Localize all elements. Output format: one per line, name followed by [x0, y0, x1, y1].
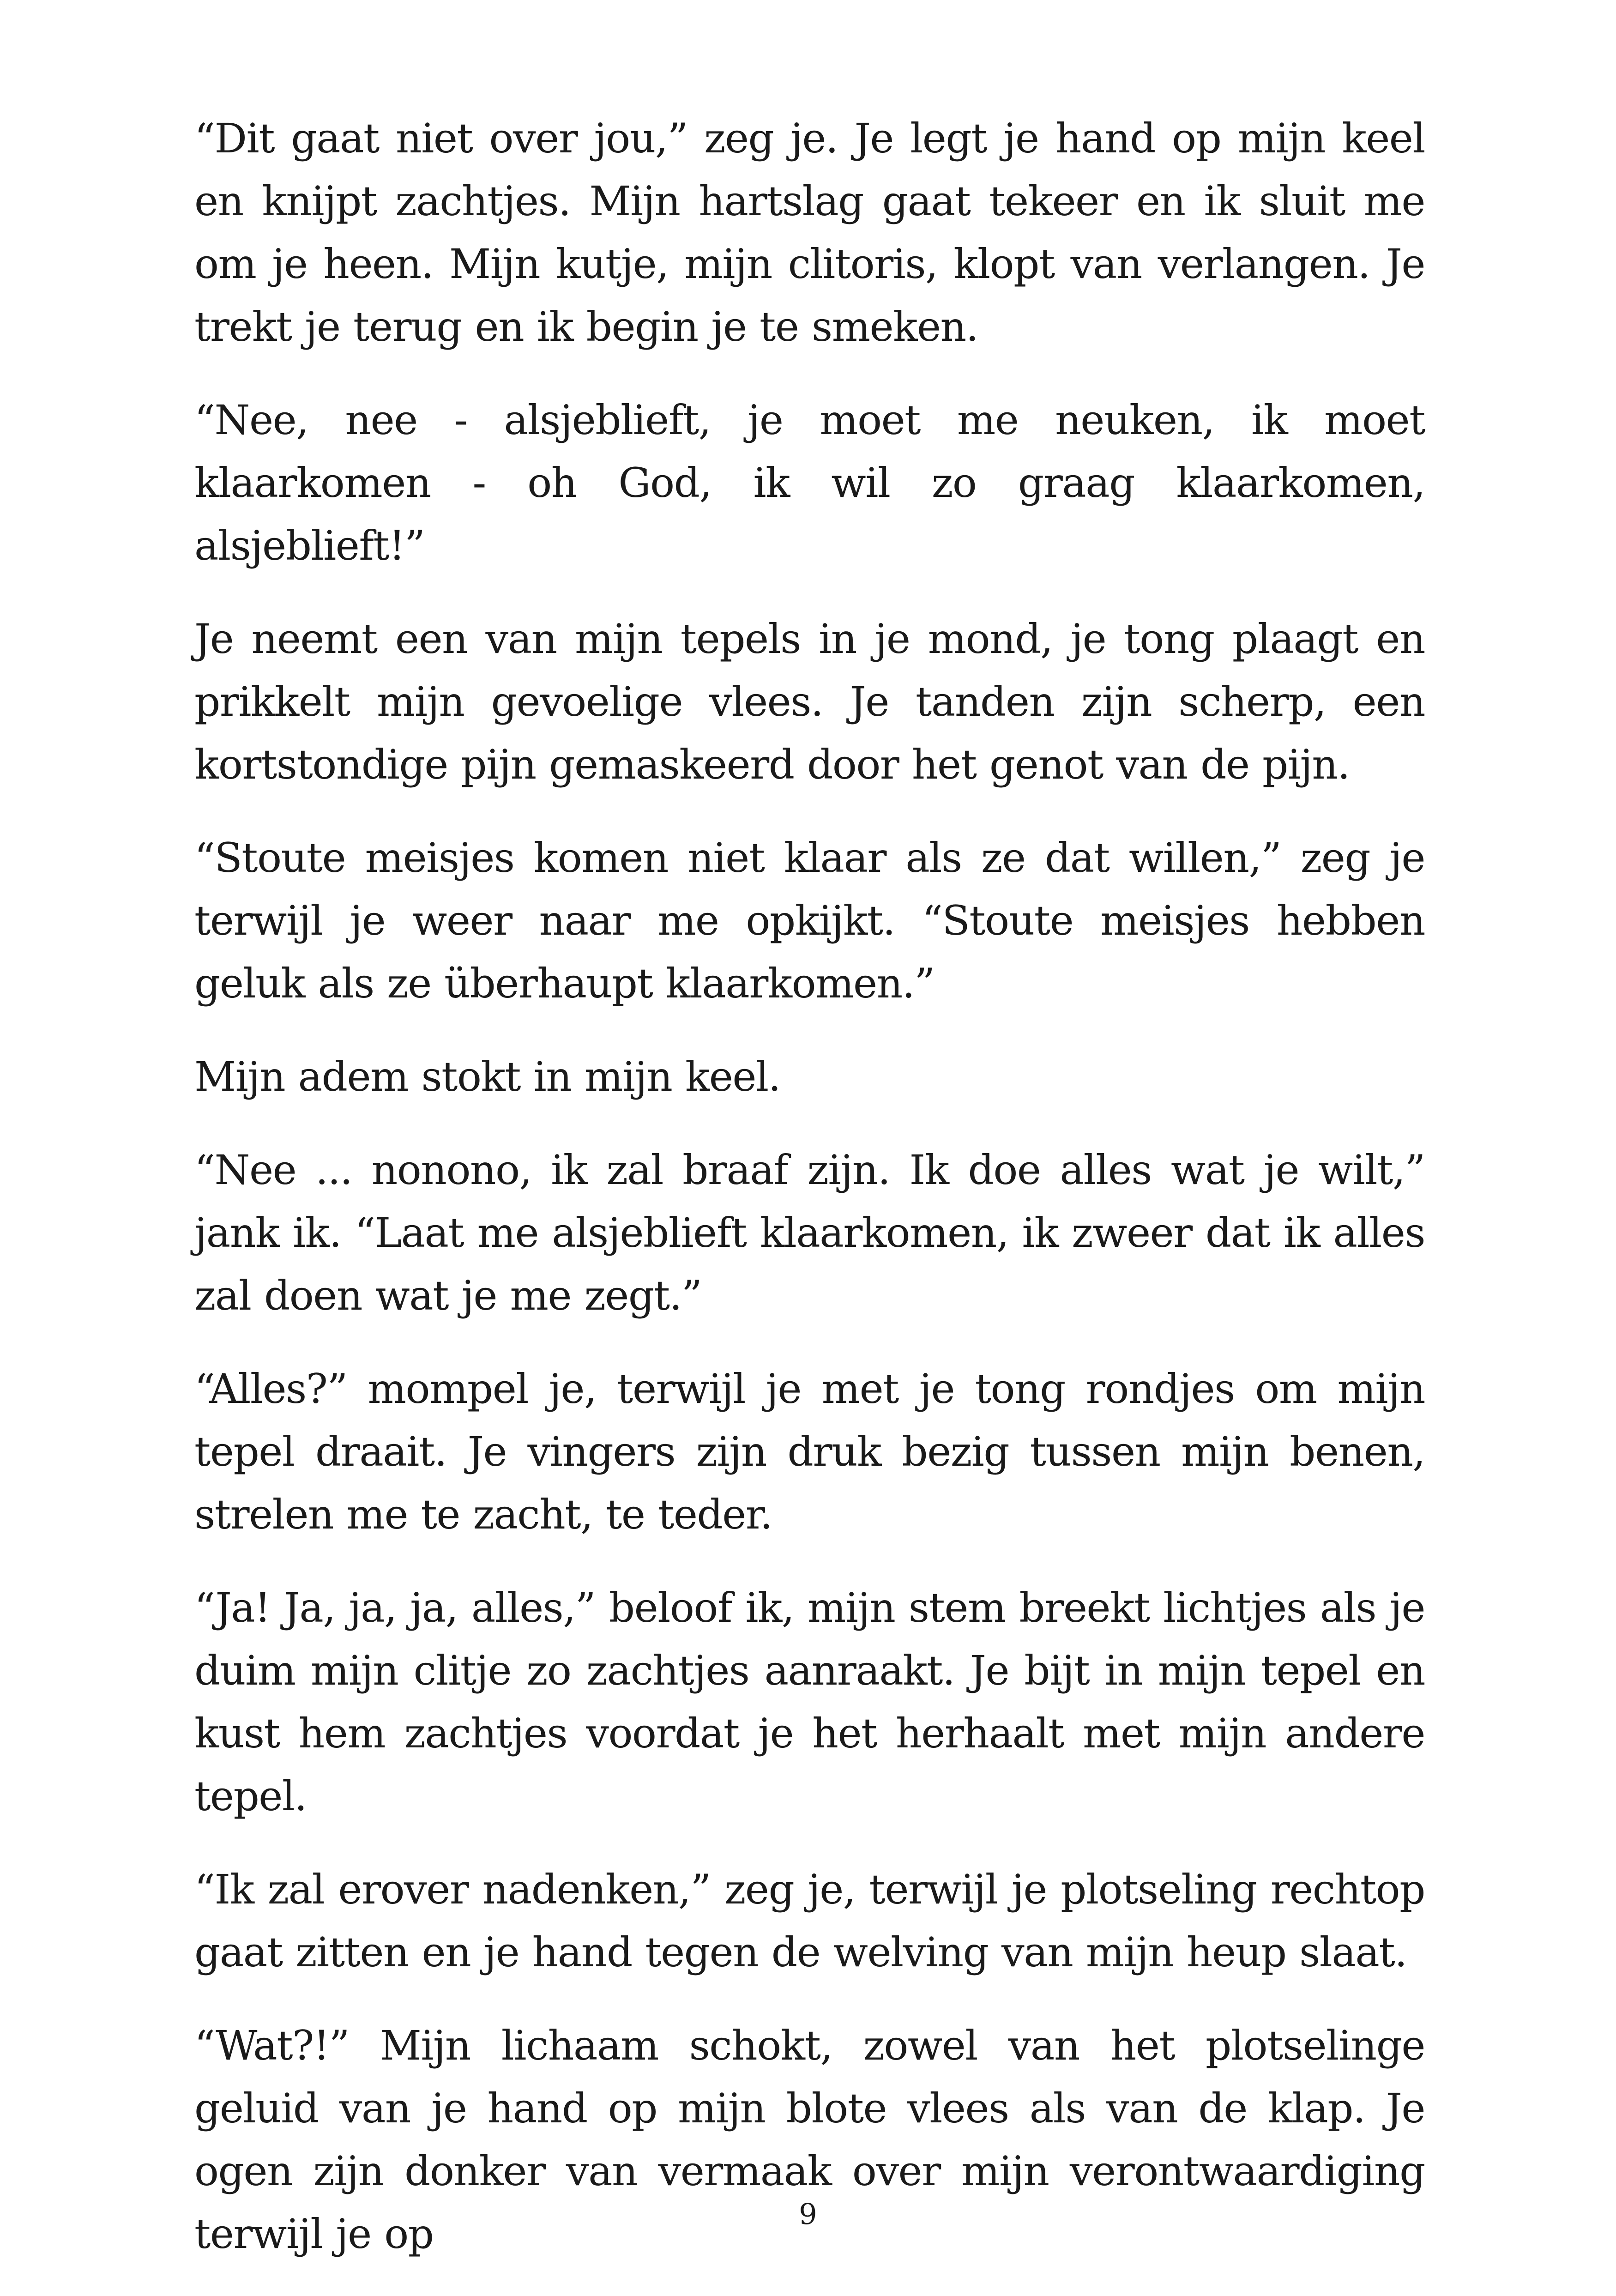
- paragraph-1: “Dit gaat niet over jou,” zeg je. Je legt je hand op mijn keel en knijpt zachtjes. Mijn hartslag gaat tekeer en ik sluit me om je heen. Mijn kutje, mijn clitoris, klopt van verlangen. Je trekt je terug en ik begin je te smeken.: [194, 115, 1425, 350]
- paragraph-4: “Stoute meisjes komen niet klaar als ze dat willen,” zeg je terwijl je weer naar me opkijkt. “Stoute meisjes hebben geluk als ze überhaupt klaarkomen.”: [194, 834, 1425, 1007]
- paragraph-10: “Wat?!” Mijn lichaam schokt, zowel van het plotselinge geluid van je hand op mijn blote vlees als van de klap. Je ogen zijn donker van vermaak over mijn verontwaardiging terwijl je op: [194, 2022, 1425, 2258]
- paragraph-2: “Nee, nee - alsjeblieft, je moet me neuken, ik moet klaarkomen - oh God, ik wil zo graag klaarkomen, alsjeblieft!”: [194, 396, 1425, 569]
- paragraph-8: “Ja! Ja, ja, ja, alles,” beloof ik, mijn stem breekt lichtjes als je duim mijn clitje zo zachtjes aanraakt. Je bijt in mijn tepel en kust hem zachtjes voordat je het herhaalt met mijn andere tepel.: [194, 1584, 1425, 1820]
- page-number: 9: [799, 2197, 817, 2231]
- paragraph-5: Mijn adem stokt in mijn keel.: [194, 1053, 781, 1100]
- page-body: [194, 107, 1425, 2296]
- paragraph-7: “Alles?” mompel je, terwijl je met je tong rondjes om mijn tepel draait. Je vingers zijn druk bezig tussen mijn benen, strelen me te zacht, te teder.: [194, 1365, 1425, 1538]
- paragraph-9: “Ik zal erover nadenken,” zeg je, terwijl je plotseling rechtop gaat zitten en je hand tegen de welving van mijn heup slaat.: [194, 1866, 1425, 1976]
- paragraph-6: “Nee ... nonono, ik zal braaf zijn. Ik doe alles wat je wilt,” jank ik. “Laat me alsjeblieft klaarkomen, ik zweer dat ik alles zal doen wat je me zegt.”: [194, 1146, 1425, 1319]
- paragraph-3: Je neemt een van mijn tepels in je mond, je tong plaagt en prikkelt mijn gevoelige vlees. Je tanden zijn scherp, een kortstondige pijn gemaskeerd door het genot van de pijn.: [194, 615, 1425, 788]
